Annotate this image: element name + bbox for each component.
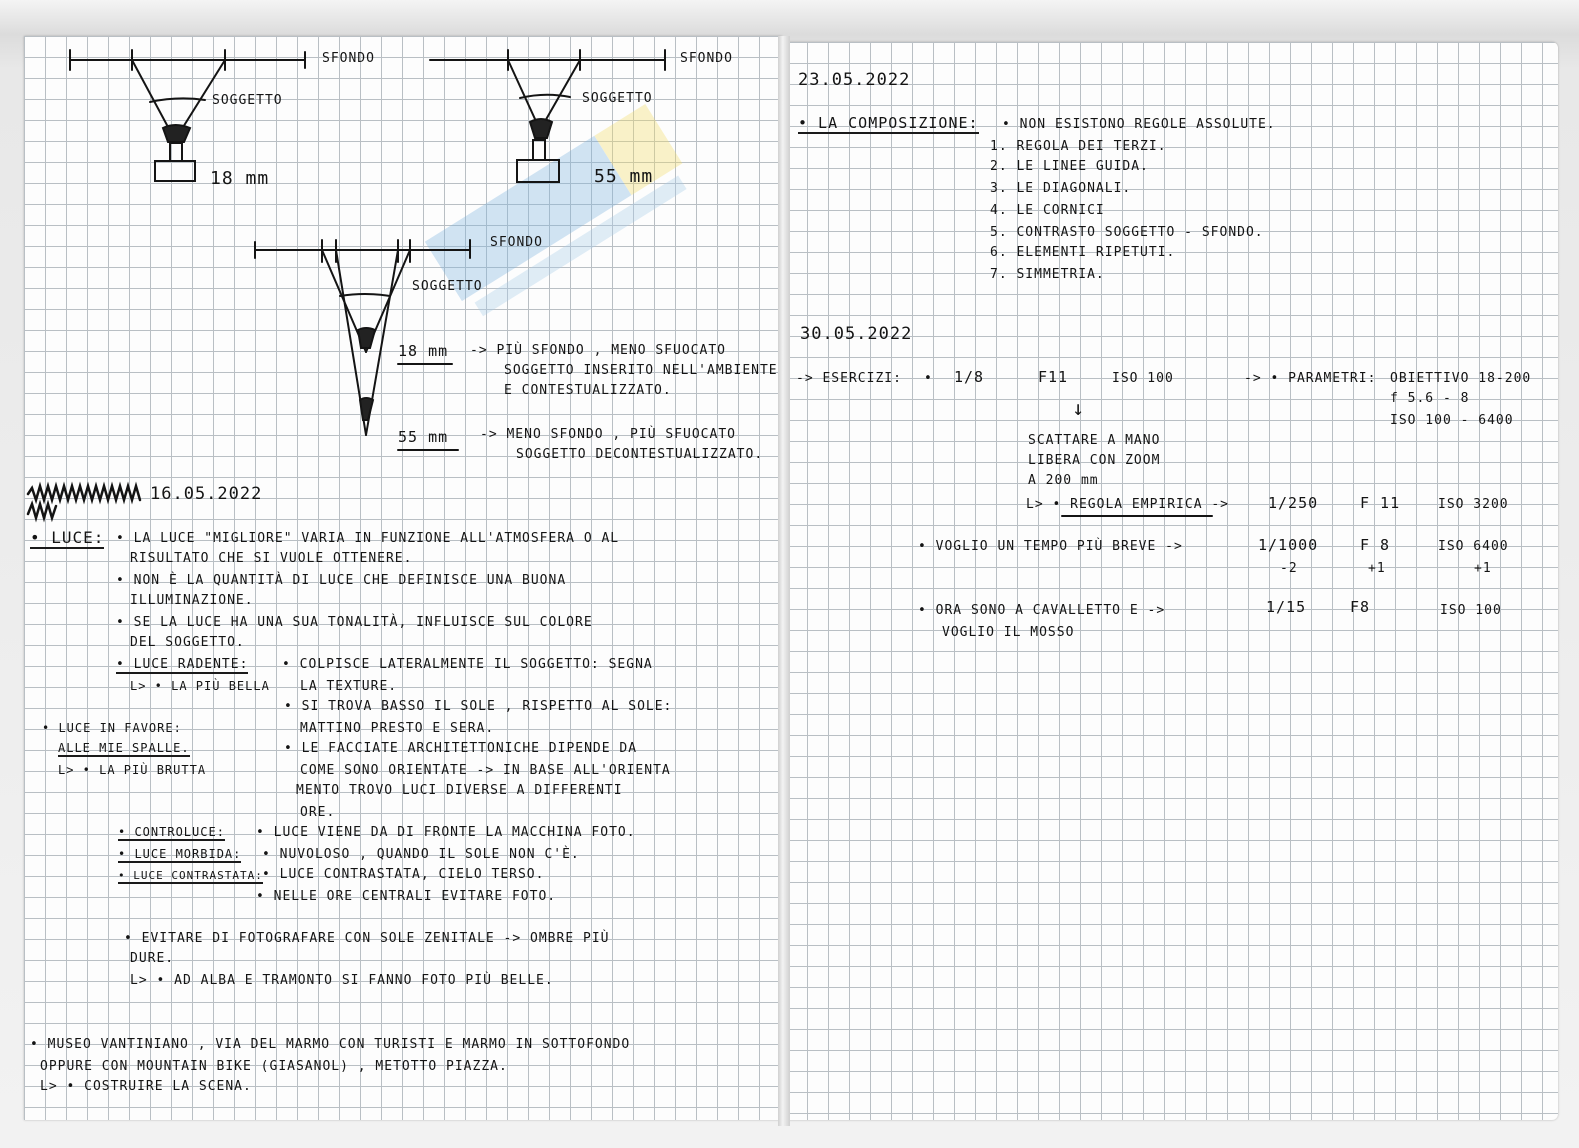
luce-favore-term: • LUCE IN FAVORE: (42, 721, 182, 735)
esercizio-1-time: 1/8 (954, 368, 985, 386)
composizione-heading: • LA COMPOSIZIONE: (798, 114, 979, 132)
ora-f: F8 (1350, 598, 1371, 616)
luce-favore-line: ALLE MIE SPALLE. (58, 741, 190, 755)
note55-line1: -> MENO SFONDO , PIÙ SFUOCATO (480, 427, 736, 442)
regola-empirica: L> • REGOLA EMPIRICA -> (1026, 497, 1230, 512)
ora-line-2: VOGLIO IL MOSSO (942, 625, 1075, 640)
right-date-2: 30.05.2022 (800, 324, 913, 344)
composizione-item-2: 2. LE LINEE GUIDA. (990, 159, 1149, 174)
right-date-1: 23.05.2022 (798, 70, 911, 90)
radente-line-6: COME SONO ORIENTATE -> IN BASE ALL'ORIENTA (300, 763, 671, 778)
diagram3-soggetto-label: SOGGETTO (412, 279, 483, 294)
left-date: 16.05.2022 (150, 484, 263, 504)
luce-radente-sub: L> • LA PIÙ BELLA (130, 679, 270, 693)
note18-label: 18 mm (398, 342, 449, 360)
radente-line-2: LA TEXTURE. (300, 679, 398, 694)
museo-line-2: OPPURE CON MOUNTAIN BIKE (GIASANOL) , METOTTO PIAZZA. (40, 1059, 508, 1074)
luce-line-2: RISULTATO CHE SI VUOLE OTTENERE. (130, 551, 413, 566)
down-arrow-icon: ↓ (1072, 396, 1086, 420)
controluce-desc: • LUCE VIENE DA DI FRONTE LA MACCHINA FOTO. (256, 825, 636, 840)
voglio-f: F 8 (1360, 536, 1391, 554)
luce-line-6: DEL SOGGETTO. (130, 635, 245, 650)
ora-time: 1/15 (1266, 598, 1307, 616)
luce-line-5: • SE LA LUCE HA UNA SUA TONALITÀ, INFLUISCE SUL COLORE (116, 615, 593, 630)
voglio-iso: ISO 6400 (1438, 539, 1509, 554)
museo-line-1: • MUSEO VANTINIANO , VIA DEL MARMO CON TURISTI E MARMO IN SOTTOFONDO (30, 1037, 631, 1052)
voglio-delta-f: +1 (1368, 561, 1386, 576)
evitare-line-1: • EVITARE DI FOTOGRAFARE CON SOLE ZENITALE -> OMBRE PIÙ (124, 931, 610, 946)
composizione-item-4: 4. LE CORNICI (990, 203, 1105, 218)
luce-contrastata-desc: • LUCE CONTRASTATA, CIELO TERSO. (262, 867, 545, 882)
luce-contrastata-term: • LUCE CONTRASTATA: (118, 869, 263, 882)
composizione-item-0: • NON ESISTONO REGOLE ASSOLUTE. (1002, 117, 1276, 132)
evitare-line-2: DURE. (130, 951, 175, 966)
radente-line-8: ORE. (300, 805, 336, 820)
parametri-label: -> • PARAMETRI: (1244, 371, 1377, 386)
luce-line-1: • LA LUCE "MIGLIORE" VARIA IN FUNZIONE ALL'ATMOSFERA O AL (116, 531, 620, 546)
regola-iso: ISO 3200 (1438, 497, 1509, 512)
voglio-delta-iso: +1 (1474, 561, 1492, 576)
note18-line2: SOGGETTO INSERITO NELL'AMBIENTE (504, 363, 778, 378)
regola-time: 1/250 (1268, 494, 1319, 512)
controluce-term: • CONTROLUCE: (118, 825, 225, 839)
ora-iso: ISO 100 (1440, 603, 1502, 618)
diagram1-focal-label: 18 mm (210, 168, 270, 189)
museo-line-3: L> • COSTRUIRE LA SCENA. (40, 1079, 252, 1094)
ora-line-1: • ORA SONO A CAVALLETTO E -> (918, 603, 1166, 618)
radente-line-5: • LE FACCIATE ARCHITETTONICHE DIPENDE DA (284, 741, 638, 756)
parametri-line-1: OBIETTIVO 18-200 (1390, 371, 1532, 386)
diagram2-focal-label: 55 mm (594, 166, 654, 187)
parametri-line-2: f 5.6 - 8 (1390, 391, 1470, 406)
diagram3-sfondo-label: SFONDO (490, 235, 543, 250)
esercizi-label: -> ESERCIZI: (796, 371, 902, 386)
luce-morbida-desc: • NUVOLOSO , QUANDO IL SOLE NON C'È. (262, 847, 580, 862)
radente-line-7: MENTO TROVO LUCI DIVERSE A DIFFERENTI (296, 783, 623, 798)
note18-line1: -> PIÙ SFONDO , MENO SFUOCATO (470, 343, 726, 358)
composizione-item-1: 1. REGOLA DEI TERZI. (990, 139, 1167, 154)
note55-label: 55 mm (398, 428, 449, 446)
luce-morbida-term: • LUCE MORBIDA: (118, 847, 242, 861)
composizione-item-3: 3. LE DIAGONALI. (990, 181, 1132, 196)
radente-line-3: • SI TROVA BASSO IL SOLE , RISPETTO AL SOLE: (284, 699, 673, 714)
regola-f: F 11 (1360, 494, 1401, 512)
note55-line2: SOGGETTO DECONTESTUALIZZATO. (516, 447, 764, 462)
luce-line-3: • NON È LA QUANTITÀ DI LUCE CHE DEFINISCE UNA BUONA (116, 573, 567, 588)
diagram1-soggetto-label: SOGGETTO (212, 93, 283, 108)
composizione-item-6: 6. ELEMENTI RIPETUTI. (990, 245, 1176, 260)
luce-line-4: ILLUMINAZIONE. (130, 593, 254, 608)
voglio-delta-time: -2 (1280, 561, 1298, 576)
ore-centrali-note: • NELLE ORE CENTRALI EVITARE FOTO. (256, 889, 557, 904)
composizione-item-7: 7. SIMMETRIA. (990, 267, 1105, 282)
radente-line-1: • COLPISCE LATERALMENTE IL SOGGETTO: SEGNA (282, 657, 653, 672)
luce-favore-sub: L> • LA PIÙ BRUTTA (58, 763, 207, 777)
esercizio-1-f: F11 (1038, 368, 1069, 386)
voglio-tempo-breve: • VOGLIO UN TEMPO PIÙ BREVE -> (918, 539, 1183, 554)
parametri-line-3: ISO 100 - 6400 (1390, 413, 1514, 428)
voglio-time: 1/1000 (1258, 536, 1319, 554)
luce-radente-term: • LUCE RADENTE: (116, 657, 249, 672)
luce-heading: • LUCE: (30, 528, 105, 547)
radente-line-4: MATTINO PRESTO E SERA. (300, 721, 495, 736)
diagram2-sfondo-label: SFONDO (680, 51, 733, 66)
note18-line3: E CONTESTUALIZZATO. (504, 383, 672, 398)
diagram2-soggetto-label: SOGGETTO (582, 91, 653, 106)
composizione-item-5: 5. CONTRASTO SOGGETTO - SFONDO. (990, 225, 1264, 240)
alba-note: L> • AD ALBA E TRAMONTO SI FANNO FOTO PIÙ BELLE. (130, 973, 554, 988)
scattare-line-2: LIBERA CON ZOOM (1028, 453, 1161, 468)
diagram1-sfondo-label: SFONDO (322, 51, 375, 66)
scattare-line-1: SCATTARE A MANO (1028, 433, 1161, 448)
scattare-line-3: A 200 mm (1028, 473, 1099, 488)
esercizio-1-iso: ISO 100 (1112, 371, 1174, 386)
esercizio-bullet: • (924, 371, 933, 386)
